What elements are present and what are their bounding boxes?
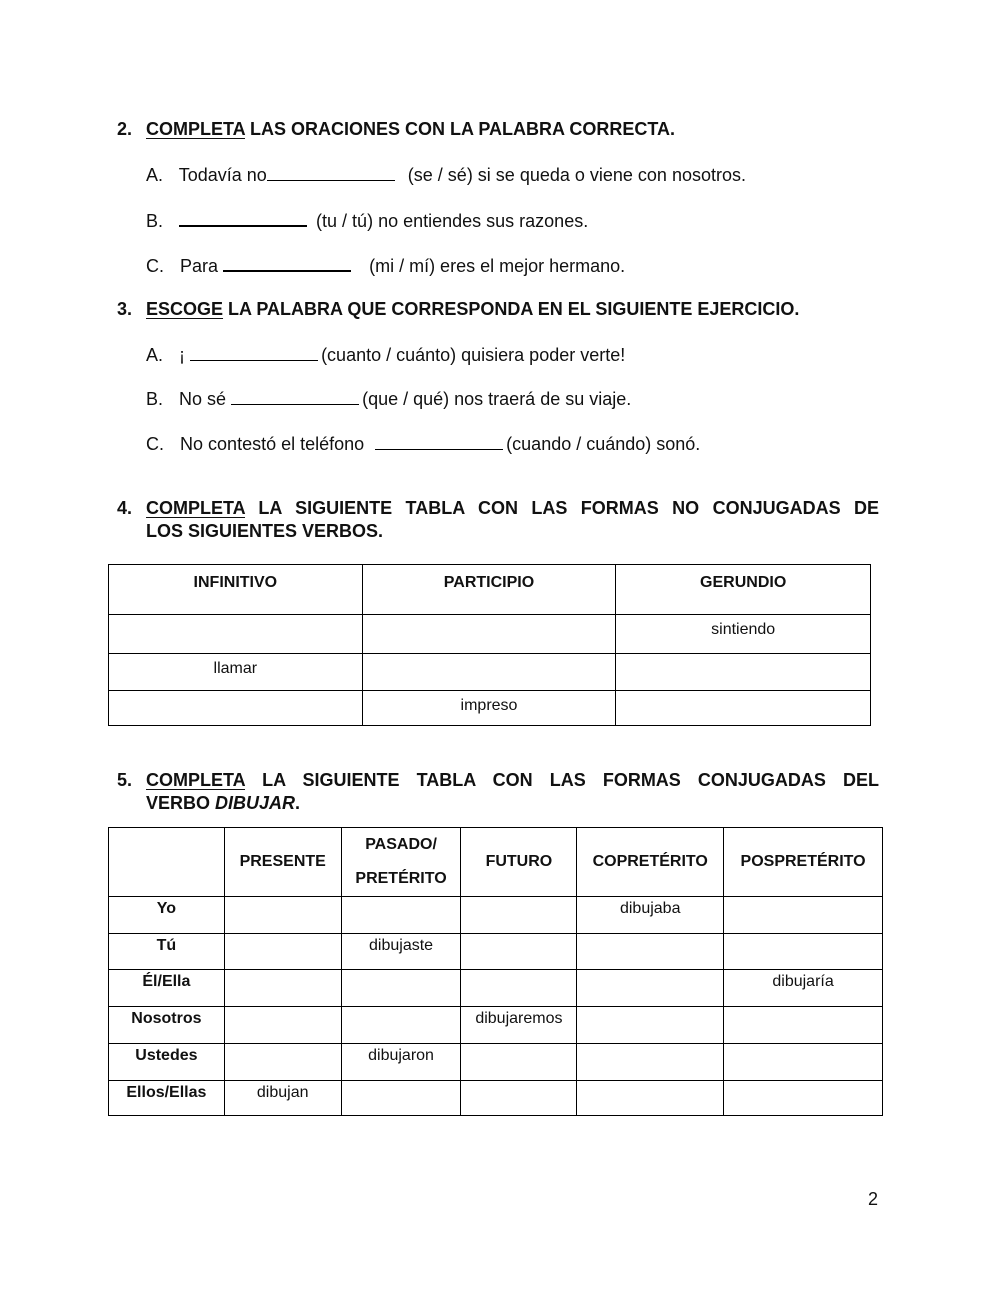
- section-instruction: LA PALABRA QUE CORRESPONDA EN EL SIGUIENTE EJERCICIO.: [223, 299, 800, 319]
- item-letter: B.: [146, 389, 164, 409]
- table-cell: dibujaba: [577, 897, 724, 934]
- table-cell: dibujaron: [341, 1044, 461, 1081]
- table-row: [109, 691, 871, 726]
- section-number: 5.: [117, 770, 133, 790]
- table-cell[interactable]: [577, 970, 724, 1007]
- section-2-heading: [117, 119, 877, 141]
- header-preterito: PRETÉRITO: [355, 870, 447, 887]
- item-letter: A.: [146, 345, 164, 365]
- table-cell[interactable]: [224, 934, 341, 970]
- item-text-before: No contestó el teléfono: [180, 434, 365, 454]
- section-number: 2.: [117, 119, 133, 139]
- exercise-3b: [146, 388, 631, 410]
- table-cell[interactable]: [224, 970, 341, 1007]
- table-cell[interactable]: [341, 897, 461, 934]
- section-instruction: LA SIGUIENTE TABLA CON LAS FORMAS CONJUGADAS DEL: [245, 770, 879, 790]
- table-cell[interactable]: [724, 1044, 883, 1081]
- table-cell[interactable]: [224, 1044, 341, 1081]
- table-cell[interactable]: [616, 654, 871, 691]
- answer-blank[interactable]: [231, 388, 359, 405]
- table-cell[interactable]: [461, 934, 577, 970]
- section-5-heading: [117, 770, 879, 818]
- row-header-el-ella: Él/Ella: [109, 970, 225, 1007]
- exercise-3a: [146, 344, 625, 366]
- table-row: [109, 1081, 883, 1116]
- item-letter: C.: [146, 434, 164, 454]
- item-letter: A.: [146, 165, 164, 185]
- table-cell[interactable]: [461, 897, 577, 934]
- answer-blank[interactable]: [223, 254, 351, 272]
- non-conjugated-forms-table: [108, 564, 871, 726]
- item-text-after: (mi / mí) eres el mejor hermano.: [369, 256, 626, 276]
- table-cell: dibujaste: [341, 934, 461, 970]
- answer-blank[interactable]: [179, 209, 307, 227]
- table-cell: impreso: [362, 691, 616, 726]
- table-cell[interactable]: [724, 1007, 883, 1044]
- exercise-2a: [146, 164, 746, 186]
- table-cell[interactable]: [577, 1044, 724, 1081]
- item-letter: C.: [146, 256, 164, 276]
- header-pasado: PASADO/: [365, 836, 437, 853]
- section-4-heading: [117, 498, 879, 546]
- table-row: [109, 1007, 883, 1044]
- item-text-after: (tu / tú) no entiendes sus razones.: [316, 211, 589, 231]
- table-row: [109, 970, 883, 1007]
- header-presente: PRESENTE: [224, 828, 341, 897]
- section-instruction: LAS ORACIONES CON LA PALABRA CORRECTA.: [245, 119, 675, 139]
- exercise-2b: [146, 209, 588, 232]
- header-copreterito: COPRETÉRITO: [577, 828, 724, 897]
- table-row: [109, 654, 871, 691]
- table-cell: dibujaría: [724, 970, 883, 1007]
- section-keyword: COMPLETA: [146, 119, 245, 139]
- punctuation: .: [295, 793, 301, 813]
- row-header-tu: Tú: [109, 934, 225, 970]
- header-pasado-preterito: [341, 828, 461, 897]
- table-cell: llamar: [109, 654, 363, 691]
- verb-dibujar: DIBUJAR: [215, 793, 296, 813]
- header-gerundio: GERUNDIO: [616, 565, 871, 615]
- header-futuro: FUTURO: [461, 828, 577, 897]
- exercise-2c: [146, 254, 625, 277]
- table-cell[interactable]: [724, 934, 883, 970]
- item-text-before: ¡: [179, 345, 186, 365]
- table-cell[interactable]: [461, 1044, 577, 1081]
- header-corner: [109, 828, 225, 897]
- section-3-heading: [117, 299, 877, 321]
- table-cell[interactable]: [577, 934, 724, 970]
- item-text-after: (cuanto / cuánto) quisiera poder verte!: [321, 345, 626, 365]
- table-cell: dibujan: [224, 1081, 341, 1116]
- item-text-before: No sé: [179, 389, 227, 409]
- item-text-after: (se / sé) si se queda o viene con nosotros.: [407, 165, 746, 185]
- answer-blank[interactable]: [267, 164, 395, 181]
- item-text-before: Todavía no: [178, 165, 267, 185]
- section-instruction-line2: LOS SIGUIENTES VERBOS.: [146, 521, 384, 541]
- table-cell[interactable]: [224, 897, 341, 934]
- table-row: [109, 934, 883, 970]
- item-letter: B.: [146, 211, 164, 231]
- item-text-after: (cuando / cuándo) sonó.: [506, 434, 701, 454]
- section-number: 4.: [117, 498, 133, 518]
- section-keyword: ESCOGE: [146, 299, 224, 319]
- table-cell[interactable]: [341, 970, 461, 1007]
- item-text-before: Para: [180, 256, 219, 276]
- item-text-after: (que / qué) nos traerá de su viaje.: [362, 389, 632, 409]
- row-header-nosotros: Nosotros: [109, 1007, 225, 1044]
- table-cell: dibujaremos: [461, 1007, 577, 1044]
- header-participio: PARTICIPIO: [362, 565, 616, 615]
- exercise-3c: [146, 433, 700, 455]
- table-row: [109, 1044, 883, 1081]
- section-instruction-line2: VERBO: [146, 793, 216, 813]
- table-cell[interactable]: [461, 1081, 577, 1116]
- header-infinitivo: INFINITIVO: [109, 565, 363, 615]
- table-cell[interactable]: [224, 1007, 341, 1044]
- row-header-ustedes: Ustedes: [109, 1044, 225, 1081]
- section-keyword: COMPLETA: [146, 498, 245, 518]
- row-header-yo: Yo: [109, 897, 225, 934]
- table-cell[interactable]: [577, 1081, 724, 1116]
- header-pospreterito: POSPRETÉRITO: [724, 828, 883, 897]
- table-cell[interactable]: [109, 691, 363, 726]
- row-header-ellos-ellas: Ellos/Ellas: [109, 1081, 225, 1116]
- table-row: [109, 897, 883, 934]
- section-keyword: COMPLETA: [146, 770, 245, 790]
- conjugated-forms-table: [108, 827, 883, 1116]
- section-number: 3.: [117, 299, 133, 319]
- answer-blank[interactable]: [375, 433, 503, 450]
- table-cell[interactable]: [109, 615, 363, 654]
- answer-blank[interactable]: [190, 344, 318, 361]
- table-cell: sintiendo: [616, 615, 871, 654]
- table-cell[interactable]: [724, 1081, 883, 1116]
- table-cell[interactable]: [577, 1007, 724, 1044]
- table-cell[interactable]: [362, 654, 616, 691]
- table-cell[interactable]: [616, 691, 871, 726]
- table-row: [109, 615, 871, 654]
- section-instruction: LA SIGUIENTE TABLA CON LAS FORMAS NO CONJUGADAS DE: [245, 498, 879, 518]
- table-cell[interactable]: [341, 1007, 461, 1044]
- table-cell[interactable]: [461, 970, 577, 1007]
- table-cell[interactable]: [724, 897, 883, 934]
- table-cell[interactable]: [341, 1081, 461, 1116]
- page-number: 2: [868, 1189, 879, 1209]
- table-cell[interactable]: [362, 615, 616, 654]
